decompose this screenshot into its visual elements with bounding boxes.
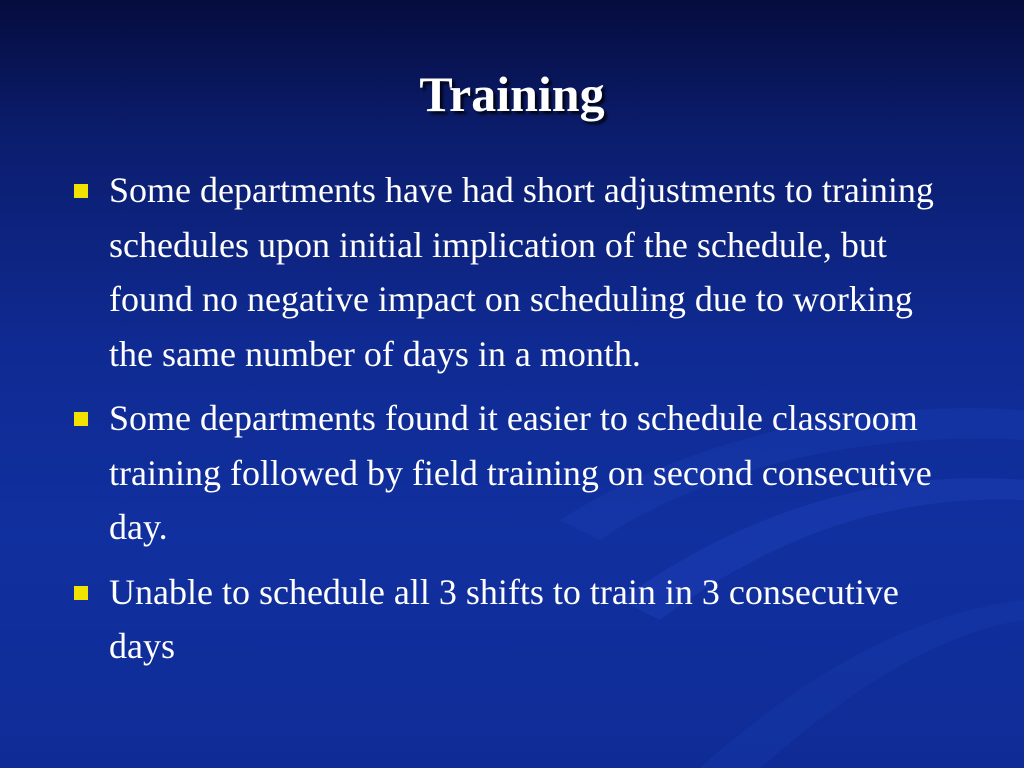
yellow-square-bullet-icon: [74, 412, 88, 426]
slide-title: Training: [419, 66, 605, 122]
yellow-square-bullet-icon: [74, 184, 88, 198]
yellow-square-bullet-icon: [74, 586, 88, 600]
bullet-text: Unable to schedule all 3 shifts to train in 3 consecutive days: [109, 571, 899, 666]
bullet-text: Some departments have had short adjustments to training schedules upon initial implication of the schedule, but found no negative impact on scheduling due to working the same number of days in a month.: [109, 170, 934, 374]
bullet-list: [72, 163, 962, 684]
bullet-text: Some departments found it easier to schedule classroom training followed by field training on second consecutive day.: [109, 398, 932, 547]
bullet-item: [72, 565, 962, 674]
bullet-item: [72, 391, 962, 555]
bullet-item: [72, 163, 962, 381]
